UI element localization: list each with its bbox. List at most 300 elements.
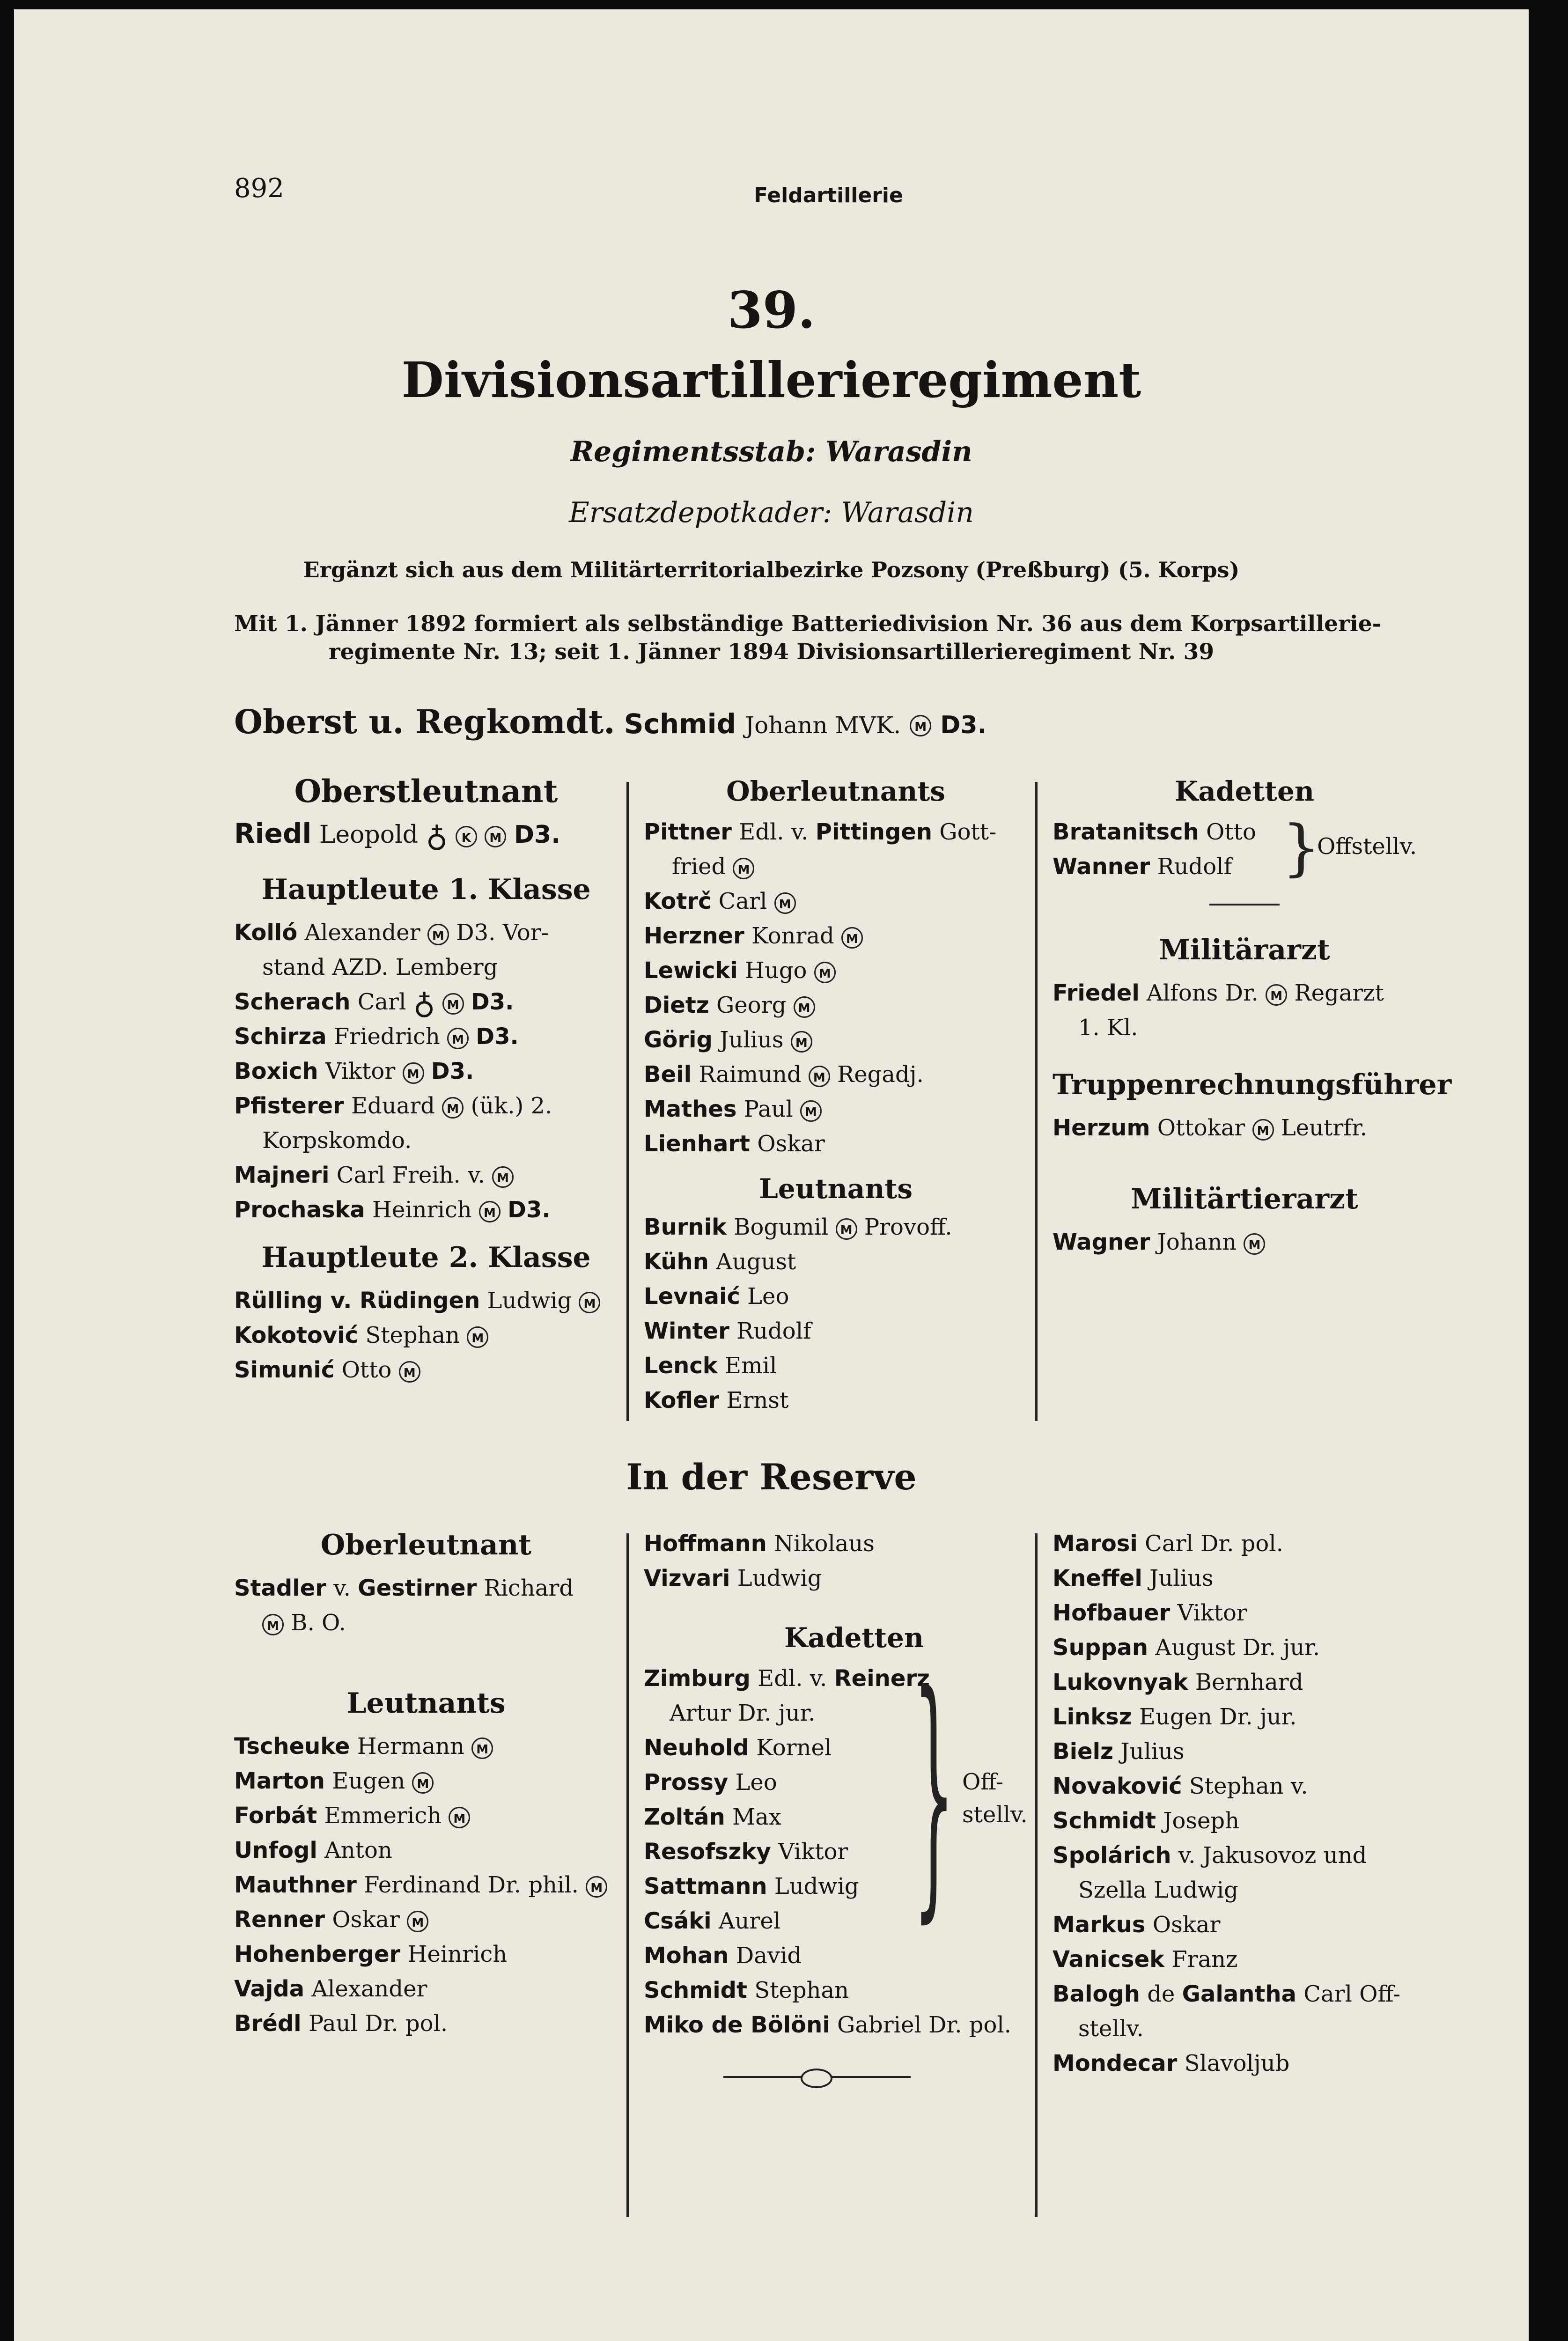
person-surname: Sattmann [644, 1873, 767, 1899]
person-surname: Vizvari [644, 1565, 730, 1591]
list-item [644, 1057, 1028, 1092]
list-item [234, 1902, 618, 1937]
m-badge-icon: M [586, 1876, 607, 1898]
list-item [234, 1193, 618, 1227]
person-detail: de [1147, 1981, 1175, 2007]
person-detail: Paul [744, 1096, 793, 1122]
list-item [644, 1348, 1028, 1383]
heading-oberleutnants: Oberleutnants [726, 775, 945, 807]
column-rule-3 [626, 1533, 629, 2217]
commander-suffix: D3. [940, 711, 987, 739]
person-detail: Rudolf [1157, 854, 1232, 880]
list-item [644, 1244, 1028, 1279]
m-badge-icon: M [442, 1097, 464, 1119]
m-badge-icon: M [442, 993, 464, 1015]
person-detail: Paul Dr. pol. [308, 2010, 448, 2037]
person-surname: Hoffmann [644, 1531, 767, 1557]
list-item [1053, 1769, 1436, 1804]
person-detail: Raimund [699, 1061, 802, 1088]
hauptleute-1-list [234, 915, 618, 1227]
commander-line [234, 702, 986, 741]
column-rule-4 [1035, 1533, 1038, 2217]
m-badge-icon: M [836, 1218, 857, 1240]
end-ornament [723, 2066, 911, 2089]
list-item [234, 1158, 618, 1193]
person-detail: August [716, 1249, 796, 1275]
person-detail: Carl [357, 989, 406, 1015]
person-detail: Hugo [745, 957, 807, 984]
list-item [234, 1868, 618, 1902]
list-item [644, 1092, 1028, 1126]
list-item-continuation [644, 849, 1028, 884]
person-surname: Miko de Bölöni [644, 2012, 830, 2038]
person-surname: Lukovnyak [1053, 1669, 1188, 1695]
commander-rank: Oberst u. Regkomdt. [234, 702, 615, 741]
regiment-number: 39. [727, 281, 816, 340]
list-item [234, 1019, 618, 1054]
heading-reserve-leutnants: Leutnants [346, 1687, 506, 1720]
brace-icon: } [1282, 812, 1321, 883]
list-item [644, 1314, 1028, 1348]
person-detail: D3. Vor- [456, 920, 549, 946]
person-detail: Julius [1120, 1738, 1185, 1765]
person-detail: Julius [720, 1027, 784, 1053]
m-badge-icon: M [1244, 1233, 1265, 1255]
list-item [1053, 1942, 1436, 1977]
commander-surname: Schmid [624, 708, 736, 740]
person-surname: Dietz [644, 992, 709, 1018]
person-detail: Aurel [718, 1908, 781, 1934]
m-badge-icon: M [800, 1100, 822, 1122]
list-item [234, 1353, 618, 1387]
person-detail: Viktor [325, 1058, 396, 1084]
list-item [644, 2008, 1028, 2042]
person-surname: Majneri [234, 1162, 330, 1188]
person-detail: fried [672, 854, 726, 880]
person-surname: Vanicsek [1053, 1946, 1165, 1973]
m-badge-icon: M [467, 1326, 488, 1348]
person-surname: Rülling v. Rüdingen [234, 1288, 480, 1314]
person-detail: Nikolaus [774, 1531, 875, 1557]
person-detail: Eugen [332, 1768, 405, 1794]
list-item [1053, 1225, 1436, 1259]
person-detail: Stephan [754, 1977, 849, 2003]
person-surname: Görig [644, 1027, 713, 1053]
commander-rest: Johann MVK. [745, 712, 901, 739]
person-detail: Emmerich [324, 1803, 442, 1829]
person-surname: Novaković [1053, 1773, 1182, 1799]
person-detail: Rudolf [736, 1318, 811, 1344]
person-surname: Simunić [234, 1357, 335, 1383]
person-surname: Mondecar [1053, 2050, 1178, 2076]
person-surname: Lewicki [644, 957, 738, 984]
list-item [1053, 1700, 1436, 1734]
person-detail: Joseph [1163, 1808, 1240, 1834]
person-surname: Mathes [644, 1096, 737, 1122]
reserve-kadetten-group [644, 1640, 1028, 2042]
person-detail: Regarzt [1294, 980, 1384, 1006]
person-surname: Linksz [1053, 1704, 1132, 1730]
list-item-continuation: Korpskomdo. [262, 1127, 412, 1154]
person-surname: Hofbauer [1053, 1600, 1170, 1626]
person-detail: Ludwig [737, 1565, 822, 1591]
regiment-staff: Regimentsstab: Warasdin [570, 435, 972, 468]
reserve-kadetten-note-2: stellv. [962, 1802, 1028, 1828]
person-detail: Bernhard [1195, 1669, 1303, 1695]
column-2 [644, 768, 1028, 1418]
person-surname: Brédl [234, 2010, 302, 2037]
m-badge-icon: M [809, 1066, 830, 1087]
person-surname: Balogh [1053, 1981, 1140, 2007]
person-detail: Ernst [726, 1387, 789, 1413]
person-surname: Forbát [234, 1803, 317, 1829]
list-item [1053, 1596, 1436, 1630]
person-detail: Carl Dr. pol. [1145, 1531, 1283, 1557]
person-surname: Pfisterer [234, 1093, 344, 1119]
person-detail: v. Jakusovoz und [1178, 1842, 1367, 1869]
person-detail: Anton [324, 1837, 392, 1863]
person-detail: Otto [341, 1357, 392, 1383]
person-detail: Oskar [757, 1131, 825, 1157]
person-surname: Vajda [234, 1976, 305, 2002]
list-item [234, 1937, 618, 1972]
person-surname: Renner [234, 1907, 325, 1933]
heading-kadetten: Kadetten [1174, 775, 1315, 807]
person-surname: Winter [644, 1318, 729, 1344]
m-badge-icon: M [412, 1772, 434, 1794]
person-detail: Edl. v. [739, 819, 809, 845]
person-detail: Max [732, 1804, 781, 1830]
person-suffix: D3. [514, 821, 560, 849]
list-item [644, 988, 1028, 1023]
person-surname: Markus [1053, 1912, 1146, 1938]
list-item [234, 1798, 618, 1833]
list-item [234, 1318, 618, 1353]
list-item [644, 919, 1028, 953]
m-badge-icon: M [485, 826, 506, 847]
person-detail: Hermann [357, 1733, 464, 1759]
person-detail: Carl [718, 888, 767, 914]
m-badge-icon: M [791, 1031, 812, 1053]
person-detail: Oskar [1152, 1912, 1221, 1938]
person-detail: Ottokar [1157, 1115, 1245, 1141]
person-surname: Resofszky [644, 1839, 771, 1865]
person-detail: Carl Freih. v. [336, 1162, 485, 1188]
person-detail: Otto [1206, 819, 1256, 845]
person-surname: Lienhart [644, 1131, 750, 1157]
person-surname: Mohan [644, 1943, 729, 1969]
person-surname: Burnik [644, 1214, 727, 1240]
person-surname: Kokotović [234, 1322, 359, 1348]
kadetten-group [1053, 812, 1436, 885]
list-item [1053, 1804, 1436, 1838]
person-detail: Stephan v. [1189, 1773, 1308, 1799]
person-surname: Levnaić [644, 1283, 740, 1310]
person-detail: Johann [1157, 1229, 1237, 1255]
person-surname: Bielz [1053, 1738, 1113, 1765]
person-surname: Herzum [1053, 1115, 1150, 1141]
list-item-continuation: stand AZD. Lemberg [262, 954, 498, 980]
heading-reserve-kadetten: Kadetten [784, 1622, 924, 1654]
person-surname: Gestirner [358, 1575, 477, 1601]
person-surname: Scherach [234, 989, 351, 1015]
person-detail: Alfons Dr. [1147, 980, 1259, 1006]
person-surname: Kolló [234, 920, 298, 946]
running-title: Feldartillerie [754, 184, 903, 207]
list-item [644, 1834, 1028, 1869]
list-item [1053, 2046, 1436, 2081]
kadetten-note: Offstellv. [1317, 833, 1417, 860]
list-item [234, 1833, 618, 1868]
person-surname: Schmidt [1053, 1808, 1156, 1834]
person-detail: Eugen Dr. jur. [1139, 1704, 1297, 1730]
m-badge-icon: M [579, 1292, 600, 1313]
m-badge-icon: M [407, 1911, 428, 1932]
person-detail: Ludwig [774, 1873, 859, 1899]
m-badge-icon: M [479, 1201, 501, 1222]
person-surname: Riedl [234, 817, 312, 849]
person-detail: Edl. v. [758, 1665, 827, 1692]
list-item [1053, 1838, 1436, 1873]
heading-truppenrechnungsfuehrer: Truppenrechnungsführer [1053, 1068, 1452, 1101]
person-surname: Boxich [234, 1058, 318, 1084]
list-item [234, 1729, 618, 1764]
person-surname: Stadler [234, 1575, 326, 1601]
person-detail: Heinrich [407, 1941, 508, 1967]
person-surname: Pittner [644, 819, 732, 845]
list-item [234, 2006, 618, 2041]
brace-icon: } [913, 1640, 955, 1945]
heading-hauptleute-2: Hauptleute 2. Klasse [261, 1241, 591, 1274]
heading-hauptleute-1: Hauptleute 1. Klasse [261, 873, 591, 906]
person-detail: Heinrich [372, 1197, 472, 1223]
person-detail: Stephan [365, 1322, 460, 1348]
person-detail: August Dr. jur. [1155, 1634, 1320, 1661]
list-item [1053, 1561, 1436, 1596]
person-surname: Pittingen [815, 819, 932, 845]
person-surname: Prochaska [234, 1197, 365, 1223]
person-surname: Neuhold [644, 1735, 749, 1761]
person-detail: Viktor [1177, 1600, 1247, 1626]
person-detail: Kornel [756, 1735, 832, 1761]
person-surname: Reinerz [834, 1665, 930, 1692]
list-item [644, 1869, 1028, 1904]
column-rule-1 [626, 782, 629, 1421]
person-detail: David [736, 1943, 802, 1969]
person-surname: Kofler [644, 1387, 720, 1413]
reserve-column-3 [1053, 1526, 1436, 2081]
person-detail: B. O. [291, 1610, 346, 1636]
list-item [234, 1571, 618, 1605]
m-badge-icon: M [910, 715, 931, 736]
person-detail: Franz [1171, 1946, 1238, 1973]
list-item [1053, 976, 1436, 1010]
m-badge-icon: M [733, 858, 754, 879]
person-surname: Tscheuke [234, 1733, 350, 1759]
person-surname: Kotrč [644, 888, 712, 914]
list-item [644, 1210, 1028, 1244]
list-item [234, 1089, 618, 1123]
m-badge-icon: M [774, 892, 796, 914]
person-surname: D3. [471, 989, 514, 1015]
cross-decoration-icon: ♁ [426, 819, 448, 854]
reserve-kadetten-note-1: Off- [962, 1769, 1003, 1795]
person-surname: Suppan [1053, 1634, 1148, 1661]
person-detail: Regadj. [837, 1061, 924, 1088]
person-detail: Carl Off- [1303, 1981, 1401, 2007]
list-item [1053, 1977, 1436, 2011]
m-badge-icon: M [794, 996, 815, 1018]
person-detail: Oskar [332, 1907, 400, 1933]
recruitment-text: Ergänzt sich aus dem Militärterritorialbezirke Pozsony (Preßburg) (5. Korps) [303, 557, 1240, 582]
list-item [1053, 1630, 1436, 1665]
person-surname: Hohenberger [234, 1941, 401, 1967]
heading-reserve-oberleutnant: Oberleutnant [320, 1529, 532, 1561]
person-surname: D3. [431, 1058, 474, 1084]
person-surname: Lenck [644, 1353, 718, 1379]
person-surname: Beil [644, 1061, 692, 1088]
person-detail: Gott- [939, 819, 997, 845]
person-detail: Konrad [751, 923, 834, 949]
list-item [644, 1904, 1028, 1938]
list-item [234, 1054, 618, 1089]
person-detail: Emil [724, 1353, 777, 1379]
short-divider [1209, 904, 1280, 905]
list-item [644, 1561, 1028, 1596]
heading-militaertierarzt: Militärtierarzt [1131, 1183, 1358, 1215]
reserve-column-1 [234, 1519, 618, 2041]
person-surname: Galantha [1182, 1981, 1296, 2007]
person-detail: Gabriel Dr. pol. [837, 2012, 1011, 2038]
person-detail: Friedrich [333, 1023, 440, 1050]
person-surname: Kneffel [1053, 1565, 1142, 1591]
person-surname: Friedel [1053, 980, 1140, 1006]
list-item-continuation: Artur Dr. jur. [670, 1700, 816, 1726]
person-detail: Leo [747, 1283, 789, 1310]
m-badge-icon: M [449, 1807, 470, 1828]
m-badge-icon: M [841, 927, 863, 949]
column-1 [234, 768, 618, 1387]
m-badge-icon: M [403, 1062, 424, 1084]
list-item [234, 985, 618, 1019]
person-surname: Marosi [1053, 1531, 1138, 1557]
person-detail: Slavoljub [1184, 2050, 1290, 2076]
m-badge-icon: M [447, 1028, 469, 1049]
person-detail: Georg [716, 992, 787, 1018]
reserve-title: In der Reserve [626, 1456, 917, 1498]
person-detail: Bogumil [734, 1214, 829, 1240]
cross-decoration-icon: ♁ [413, 986, 435, 1021]
person-surname: Wanner [1053, 854, 1150, 880]
history-line-2: regimente Nr. 13; seit 1. Jänner 1894 Divisionsartillerieregiment Nr. 39 [328, 639, 1215, 665]
person-detail: Alexander [311, 1976, 427, 2002]
m-badge-icon: M [492, 1166, 514, 1188]
person-given: Leopold [319, 821, 418, 849]
oberstleutnant-entry [234, 815, 618, 854]
list-item-continuation: Szella Ludwig [1078, 1877, 1238, 1903]
column-3 [1053, 768, 1452, 1259]
list-item [1053, 1526, 1436, 1561]
column-rule-2 [1035, 782, 1038, 1421]
m-badge-icon: M [1252, 1119, 1274, 1141]
person-surname: Prossy [644, 1769, 729, 1796]
heading-militaerarzt: Militärarzt [1159, 934, 1330, 966]
list-item [644, 1730, 1028, 1765]
person-detail: Julius [1149, 1565, 1214, 1591]
person-surname: Mauthner [234, 1872, 357, 1898]
person-surname: Csáki [644, 1908, 712, 1934]
m-badge-icon: M [427, 924, 449, 945]
m-badge-icon: M [262, 1614, 284, 1635]
list-item [1053, 1665, 1436, 1700]
person-surname: Wagner [1053, 1229, 1150, 1255]
person-detail: Richard [484, 1575, 574, 1601]
book-page [14, 9, 1529, 2341]
list-item [644, 884, 1028, 919]
list-item [644, 1279, 1028, 1314]
person-detail: Viktor [778, 1839, 848, 1865]
person-detail: Provoff. [864, 1214, 952, 1240]
person-detail: Eduard [351, 1093, 435, 1119]
list-item [234, 1283, 618, 1318]
list-item [234, 1764, 618, 1798]
reserve-column-2 [644, 1526, 1028, 2089]
heading-oberstleutnant: Oberstleutnant [294, 773, 558, 810]
list-item-continuation [234, 1605, 618, 1640]
list-item [644, 1661, 1028, 1696]
person-detail: Leutrfr. [1281, 1115, 1367, 1141]
page-number: 892 [234, 173, 284, 204]
person-surname: Schmidt [644, 1977, 747, 2003]
m-badge-icon: M [399, 1361, 420, 1383]
person-surname: Kühn [644, 1249, 709, 1275]
list-item [644, 1023, 1028, 1057]
list-item [644, 1973, 1028, 2008]
person-surname: Zoltán [644, 1804, 725, 1830]
m-badge-icon: M [471, 1737, 493, 1759]
person-detail: Ferdinand Dr. phil. [364, 1872, 579, 1898]
person-surname: Schirza [234, 1023, 327, 1050]
list-item [1053, 1907, 1436, 1942]
person-detail: Ludwig [487, 1288, 572, 1314]
regiment-name: Divisionsartillerieregiment [401, 351, 1141, 409]
list-item [1053, 1734, 1436, 1769]
person-surname: Zimburg [644, 1665, 751, 1692]
list-item [644, 1126, 1028, 1161]
person-detail: (ük.) 2. [471, 1093, 552, 1119]
person-surname: Unfogl [234, 1837, 317, 1863]
list-item [234, 1972, 618, 2006]
list-item [644, 1383, 1028, 1418]
person-surname: D3. [476, 1023, 519, 1050]
hauptleute-2-list [234, 1283, 618, 1387]
list-item [644, 953, 1028, 988]
k-badge-icon: K [456, 826, 477, 847]
person-surname: Spolárich [1053, 1842, 1171, 1869]
person-detail: Leo [735, 1769, 777, 1796]
m-badge-icon: M [1266, 984, 1287, 1006]
person-surname: D3. [508, 1197, 551, 1223]
m-badge-icon: M [814, 962, 836, 983]
history-line-1: Mit 1. Jänner 1892 formiert als selbständige Batteriedivision Nr. 36 aus dem Korpsartillerie- [234, 611, 1382, 637]
person-detail: Alexander [304, 920, 420, 946]
list-item [644, 1526, 1028, 1561]
person-surname: Bratanitsch [1053, 819, 1199, 845]
person-surname: Marton [234, 1768, 325, 1794]
person-detail: v. [333, 1575, 351, 1601]
regiment-depot: Ersatzdepotkader: Warasdin [568, 496, 974, 529]
list-item-continuation: stellv. [1078, 2016, 1144, 2042]
